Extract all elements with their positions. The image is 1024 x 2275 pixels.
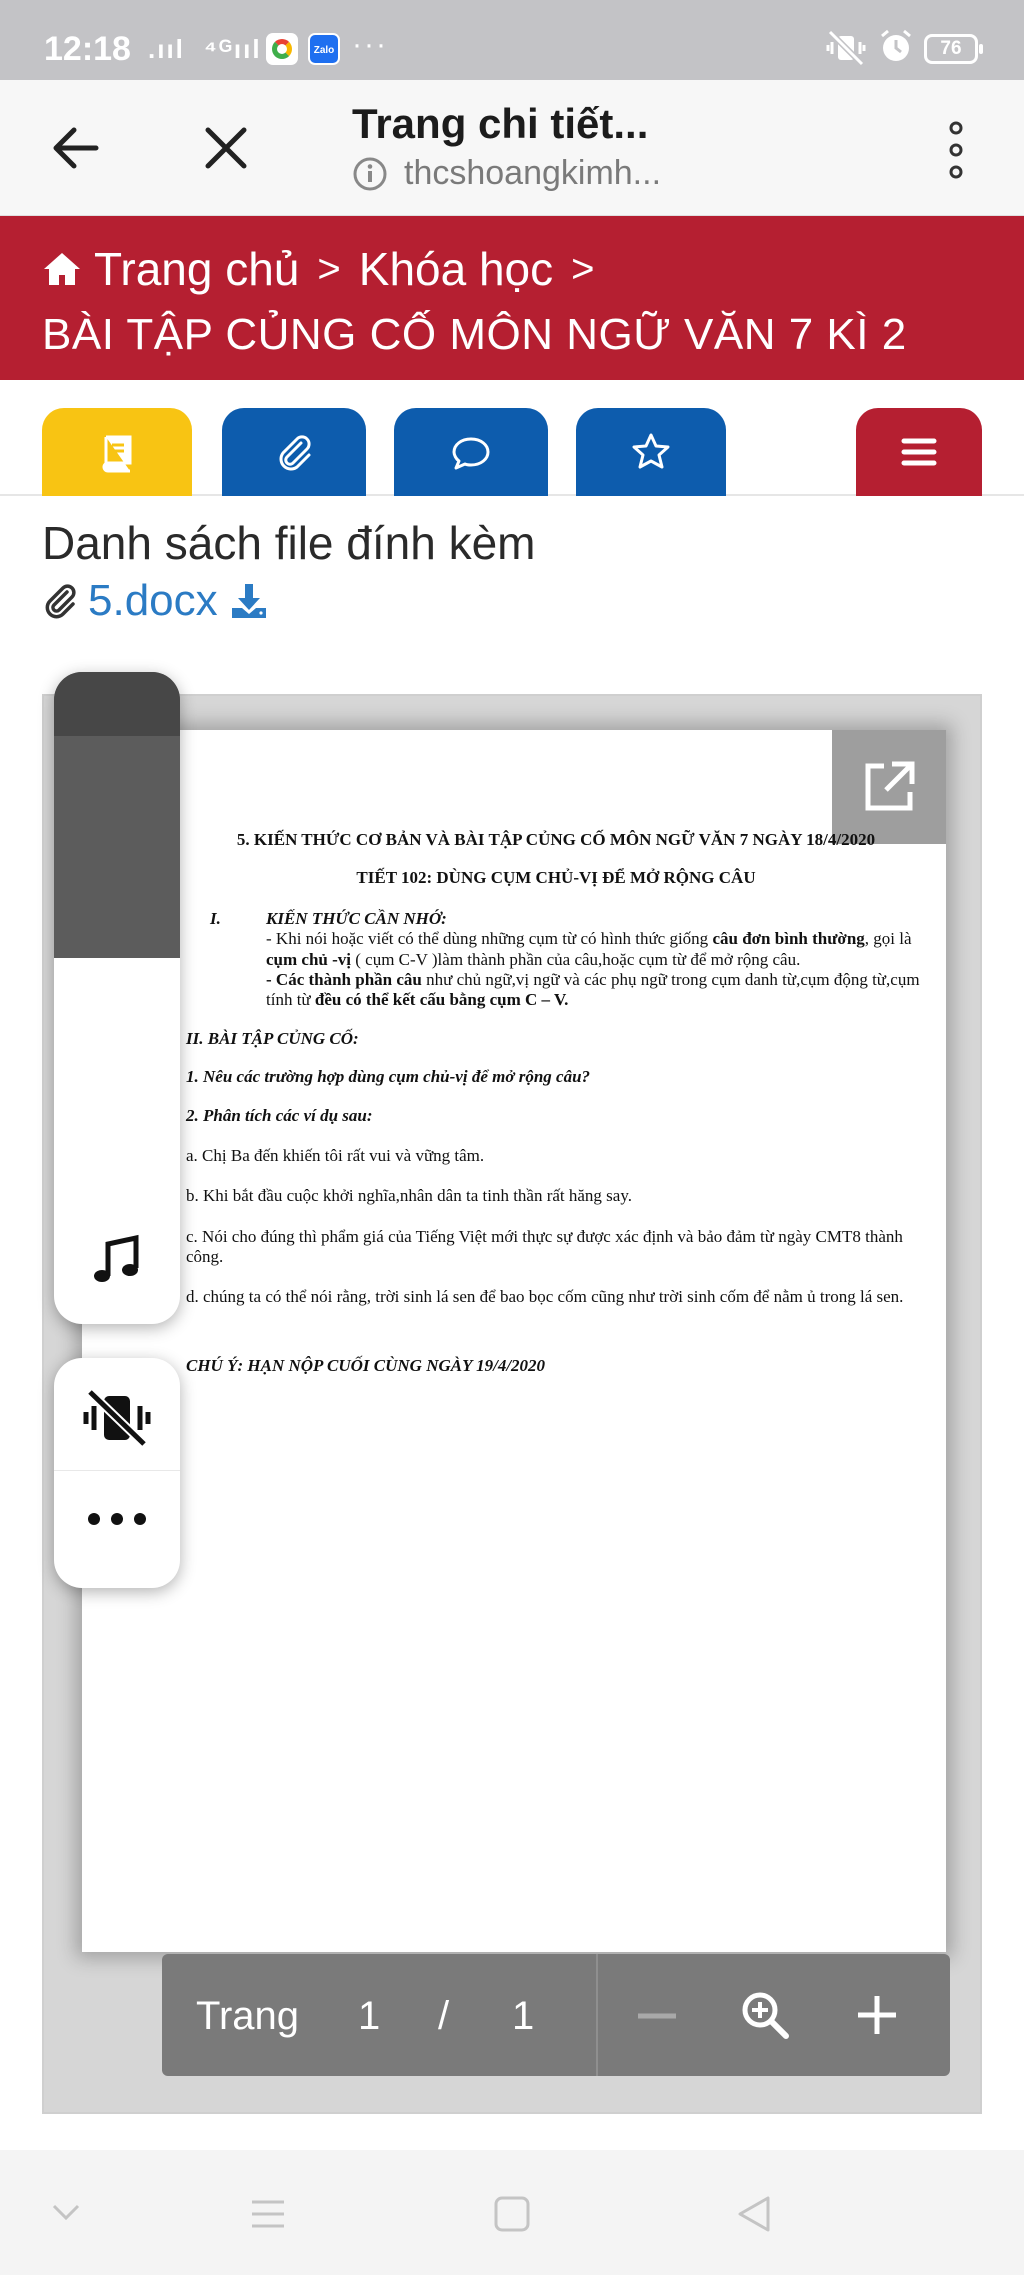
close-icon[interactable] [196, 118, 256, 178]
system-nav-bar [0, 2150, 1024, 2275]
doc-text: , gọi là [864, 929, 912, 949]
doc-text: ( cụm C-V )làm thành phần của câu,hoặc cụm từ để mở rộng câu. [351, 949, 801, 969]
breadcrumb-home-link[interactable]: Trang chủ [94, 243, 300, 295]
back-arrow-icon[interactable] [44, 116, 108, 180]
attachments-heading: Danh sách file đính kèm [42, 517, 536, 569]
page-label: Trang [196, 1994, 300, 2038]
tab-menu[interactable] [856, 408, 982, 496]
doc-example: d. chúng ta có thể nói rằng, trời sinh lá sen để bao bọc cốm cũng như trời sinh cốm để nằm ủ trong lá sen. [186, 1287, 904, 1307]
download-icon[interactable] [228, 580, 270, 622]
recent-apps-icon[interactable] [248, 2194, 288, 2234]
course-tabs [0, 380, 1024, 496]
breadcrumb-courses-link[interactable]: Khóa học [358, 243, 554, 295]
page-toolbar [162, 1954, 950, 2076]
popout-button[interactable] [832, 730, 946, 844]
attachment-file-link[interactable]: 5.docx [88, 576, 218, 625]
breadcrumb-separator: > [317, 246, 341, 291]
zoom-in-icon[interactable] [738, 1988, 792, 2042]
doc-paragraph [266, 929, 926, 970]
doc-text-bold: đều có thể kết cấu bằng cụm C – V. [314, 990, 569, 1010]
tab-lesson[interactable] [42, 408, 192, 496]
doc-text-bold: cụm chủ -vị [266, 949, 351, 969]
doc-subheading: TIẾT 102: DÙNG CỤM CHỦ-VỊ ĐỂ MỞ RỘNG CÂU [356, 868, 756, 888]
signal-icon: .ııl [148, 34, 185, 64]
paperclip-icon [273, 431, 315, 473]
current-page[interactable]: 1 [358, 1994, 381, 2038]
comment-icon [450, 431, 492, 473]
page-separator: / [438, 1994, 450, 2038]
home-button-icon[interactable] [492, 2194, 532, 2234]
toolbar-divider [596, 1954, 598, 2076]
doc-question: 1. Nêu các trường hợp dùng cụm chủ-vị để mở rộng câu? [186, 1067, 591, 1087]
doc-text: như chủ ngữ,vị ngữ và các phụ ngữ trong cụm danh từ,cụm động từ,cụm tính từ [266, 969, 920, 1010]
breadcrumb-row [42, 242, 613, 296]
doc-example: c. Nói cho đúng thì phẩm giá của Tiếng Việt mới thực sự được xác định và bảo đảm từ ngày CMT8 thành công. [186, 1226, 903, 1267]
tab-comments[interactable] [394, 408, 548, 496]
volume-slider[interactable] [54, 672, 180, 958]
doc-section-label: KIẾN THỨC CẦN NHỚ: [266, 908, 447, 928]
doc-text-bold: câu đơn bình thường [712, 929, 865, 949]
signal-4g-icon: ⁴ᴳııl [204, 34, 262, 64]
music-note-icon[interactable] [88, 1232, 144, 1288]
doc-text: - Khi nói hoặc viết có thể dùng những cụm từ có hình thức giống [266, 929, 713, 949]
browser-toolbar [0, 80, 1024, 216]
total-pages: 1 [512, 1994, 535, 2038]
back-triangle-icon[interactable] [734, 2194, 774, 2234]
clock: 12:18 [44, 30, 131, 68]
doc-section-title: II. BÀI TẬP CỦNG CỐ: [186, 1028, 359, 1048]
doc-paragraph [266, 970, 926, 1011]
app-notification-icon [266, 33, 298, 65]
chevron-down-icon[interactable] [48, 2194, 84, 2230]
book-icon [96, 431, 138, 473]
open-external-icon [860, 758, 918, 816]
doc-example: a. Chị Ba đến khiến tôi rất vui và vững tâm. [186, 1145, 485, 1165]
breadcrumb [0, 216, 1024, 380]
floating-media-panel[interactable] [54, 672, 180, 1324]
alarm-icon [878, 28, 914, 73]
minus-icon[interactable] [632, 1996, 682, 2036]
doc-heading: 5. KIẾN THỨC CƠ BẢN VÀ BÀI TẬP CỦNG CỐ MÔN NGỮ VĂN 7 NGÀY 18/4/2020 [236, 830, 876, 849]
document-viewer[interactable] [42, 694, 982, 2114]
panel-divider [54, 1470, 180, 1471]
more-horizontal-icon[interactable] [84, 1504, 150, 1534]
document-page [82, 730, 946, 1952]
floating-control-panel [54, 1358, 180, 1588]
doc-section-number: I. [210, 908, 221, 928]
info-icon[interactable] [352, 156, 388, 192]
paperclip-icon [42, 582, 80, 620]
star-icon [630, 431, 672, 473]
doc-section-title [210, 909, 926, 929]
hamburger-icon [898, 431, 940, 473]
tab-rating[interactable] [576, 408, 726, 496]
status-bar [0, 0, 1024, 80]
doc-text-bold: - Các thành phần câu [266, 969, 422, 989]
document-content [186, 830, 926, 1376]
attachment-item [42, 576, 270, 626]
zalo-notification-icon: Zalo [308, 33, 340, 65]
course-title: BÀI TẬP CỦNG CỐ MÔN NGỮ VĂN 7 KÌ 2 [42, 310, 907, 359]
doc-question: 2. Phân tích các ví dụ sau: [186, 1105, 373, 1125]
vibrate-mute-icon[interactable] [80, 1388, 154, 1448]
plus-icon[interactable] [852, 1990, 902, 2040]
vibrate-icon [826, 30, 866, 74]
tab-attachments[interactable] [222, 408, 366, 496]
home-icon [42, 249, 82, 289]
url-text[interactable]: thcshoangkimh... [404, 154, 662, 192]
doc-deadline-note: CHÚ Ý: HẠN NỘP CUỐI CÙNG NGÀY 19/4/2020 [186, 1355, 546, 1375]
page-title: Trang chi tiết... [352, 100, 649, 147]
more-notifications-icon: ··· [352, 28, 388, 61]
battery-indicator: 76 [924, 34, 978, 64]
breadcrumb-separator: > [571, 246, 595, 291]
kebab-menu-icon[interactable] [936, 118, 976, 182]
doc-example: b. Khi bắt đầu cuộc khởi nghĩa,nhân dân ta tinh thần rất hăng say. [186, 1186, 632, 1206]
